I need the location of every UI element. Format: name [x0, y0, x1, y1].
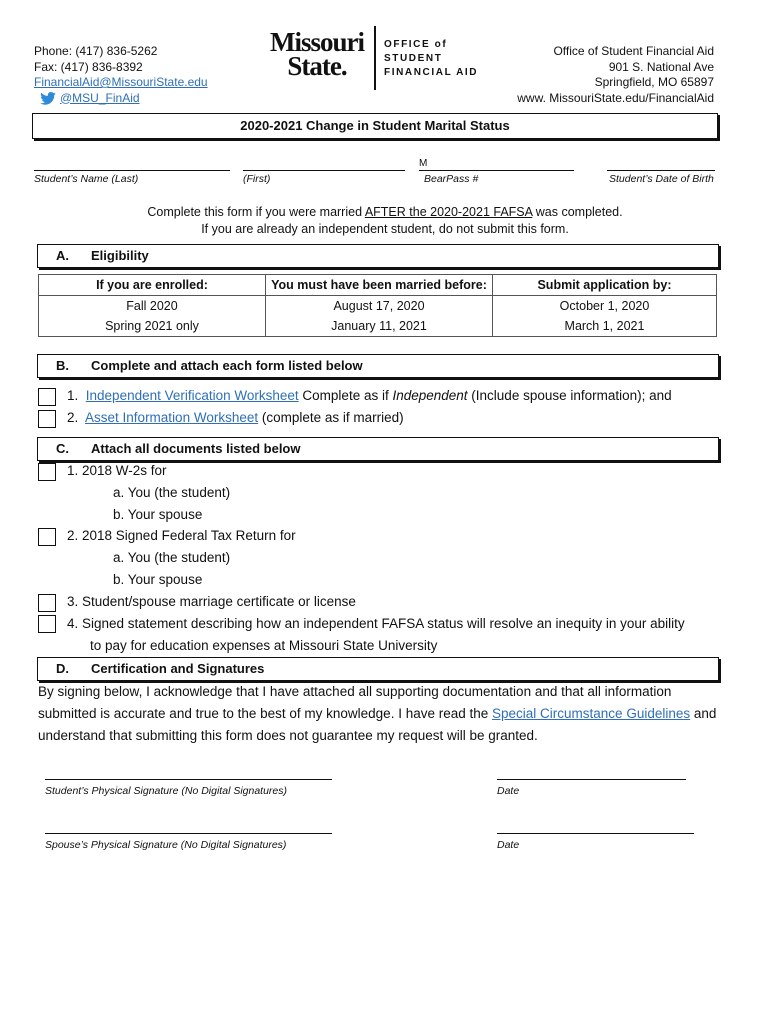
phone-text: Phone: (417) 836-5262: [34, 44, 158, 58]
email-link[interactable]: FinancialAid@MissouriState.edu: [34, 75, 208, 89]
table-cell: Fall 2020: [39, 296, 266, 317]
item-number: 2.: [67, 410, 79, 425]
spouse-signature-label: Spouse’s Physical Signature (No Digital Signatures): [45, 839, 287, 851]
section-b-header: [37, 354, 719, 378]
section-c-item1: 1. 2018 W-2s for: [67, 463, 167, 478]
intro-text-pre: Complete this form if you were married: [147, 205, 365, 219]
logo-line2: State.: [287, 51, 347, 81]
website-text: www. MissouriState.edu/FinancialAid: [517, 90, 714, 105]
logo-divider: [374, 26, 376, 90]
section-c-item2b: b. Your spouse: [113, 572, 203, 587]
first-name-field[interactable]: [243, 170, 405, 171]
checkbox-b1[interactable]: [38, 388, 56, 406]
item-text: (complete as if married): [258, 410, 404, 425]
item-text: (Include spouse information); and: [467, 388, 672, 403]
item-number: 1.: [67, 388, 79, 403]
eligibility-table: [38, 274, 717, 337]
form-title: 2020-2021 Change in Student Marital Status: [32, 113, 718, 139]
section-c-item3: 3. Student/spouse marriage certificate or license: [67, 594, 356, 609]
section-c-item1b: b. Your spouse: [113, 507, 203, 522]
section-c-item2: 2. 2018 Signed Federal Tax Return for: [67, 528, 296, 543]
last-name-label: Student’s Name (Last): [34, 173, 139, 185]
first-name-label: (First): [243, 173, 271, 185]
special-circumstance-link[interactable]: Special Circumstance Guidelines: [492, 706, 691, 721]
student-date-label: Date: [497, 785, 520, 797]
intro-line2: If you are already an independent student, do not submit this form.: [201, 222, 569, 236]
intro-underlined: AFTER the 2020-2021 FAFSA: [364, 205, 533, 219]
table-cell: Spring 2021 only: [39, 316, 266, 337]
fax-text: Fax: (417) 836-8392: [34, 59, 143, 74]
office-line2: STUDENT: [384, 53, 443, 64]
checkbox-c3[interactable]: [38, 594, 56, 612]
address-line2: 901 S. National Ave: [608, 59, 714, 74]
item-italic: Independent: [392, 388, 468, 403]
section-c-letter: C.: [56, 441, 69, 456]
intro-text-post: was completed.: [532, 205, 623, 219]
table-row: [39, 296, 717, 317]
bearpass-label: BearPass #: [424, 173, 479, 185]
twitter-link[interactable]: @MSU_FinAid: [60, 90, 140, 105]
student-signature-label: Student’s Physical Signature (No Digital Signatures): [45, 785, 288, 797]
section-c-title: Attach all documents listed below: [91, 441, 301, 456]
checkbox-b2[interactable]: [38, 410, 56, 428]
table-cell: March 1, 2021: [493, 316, 717, 337]
student-signature-field[interactable]: [45, 779, 332, 780]
independent-verification-link[interactable]: Independent Verification Worksheet: [85, 388, 299, 403]
section-d-letter: D.: [56, 661, 69, 676]
table-header-cell: You must have been married before:: [266, 275, 493, 296]
section-a-letter: A.: [56, 248, 69, 263]
section-c-item1a: a. You (the student): [113, 485, 231, 500]
missouri-state-logo: [262, 26, 492, 92]
dob-field[interactable]: [607, 170, 715, 171]
section-d-title: Certification and Signatures: [91, 661, 265, 676]
section-b-letter: B.: [56, 358, 69, 373]
table-header-cell: If you are enrolled:: [39, 275, 266, 296]
address-line1: Office of Student Financial Aid: [553, 44, 714, 58]
twitter-bird-icon: [40, 92, 56, 105]
office-line3: FINANCIAL AID: [384, 67, 479, 78]
twitter-row: [34, 91, 208, 107]
logo-line1: Missouri: [269, 27, 364, 57]
section-b-item1: [67, 386, 672, 406]
section-d-header: [37, 657, 719, 681]
student-date-field[interactable]: [497, 779, 686, 780]
table-header-cell: Submit application by:: [493, 275, 717, 296]
table-header-row: [39, 275, 717, 296]
table-row: [39, 316, 717, 337]
table-cell: August 17, 2020: [266, 296, 493, 317]
section-b-title: Complete and attach each form listed below: [91, 358, 363, 373]
intro-line1: [0, 204, 770, 221]
spouse-date-field[interactable]: [497, 833, 694, 834]
spouse-date-label: Date: [497, 839, 520, 851]
address-block: [517, 44, 714, 106]
dob-label: Student’s Date of Birth: [609, 173, 714, 185]
certification-paragraph: [38, 681, 728, 747]
asset-information-link[interactable]: Asset Information Worksheet: [85, 410, 259, 425]
section-b-item2: [67, 408, 404, 428]
section-c-header: [37, 437, 719, 461]
office-line1: OFFICE of: [384, 39, 448, 50]
table-cell: October 1, 2020: [493, 296, 717, 317]
section-c-item4-cont: to pay for education expenses at Missouri State University: [90, 638, 438, 653]
section-a-title: Eligibility: [91, 248, 149, 263]
checkbox-c2[interactable]: [38, 528, 56, 546]
logo-office-text: [384, 38, 478, 80]
certification-text: By signing below, I acknowledge that I have attached all supporting documentation and that all information submitted is accurate and true to the best of my knowledge. I have read the: [38, 684, 672, 721]
bearpass-field[interactable]: [419, 170, 574, 171]
item-text: Complete as if: [298, 388, 393, 403]
table-cell: January 11, 2021: [266, 316, 493, 337]
contact-block: [34, 44, 208, 106]
section-c-item4: 4. Signed statement describing how an independent FAFSA status will resolve an inequity in your ability: [67, 616, 685, 631]
checkbox-c4[interactable]: [38, 615, 56, 633]
spouse-signature-field[interactable]: [45, 833, 332, 834]
checkbox-c1[interactable]: [38, 463, 56, 481]
bearpass-prefix: M: [419, 158, 428, 169]
section-a-header: [37, 244, 719, 268]
certification-text-end: and understand that submitting this form does not guarantee my request will be granted.: [38, 706, 717, 743]
section-c-item2a: a. You (the student): [113, 550, 231, 565]
last-name-field[interactable]: [34, 170, 230, 171]
address-line3: Springfield, MO 65897: [594, 75, 714, 89]
logo-wordmark: [262, 27, 372, 81]
